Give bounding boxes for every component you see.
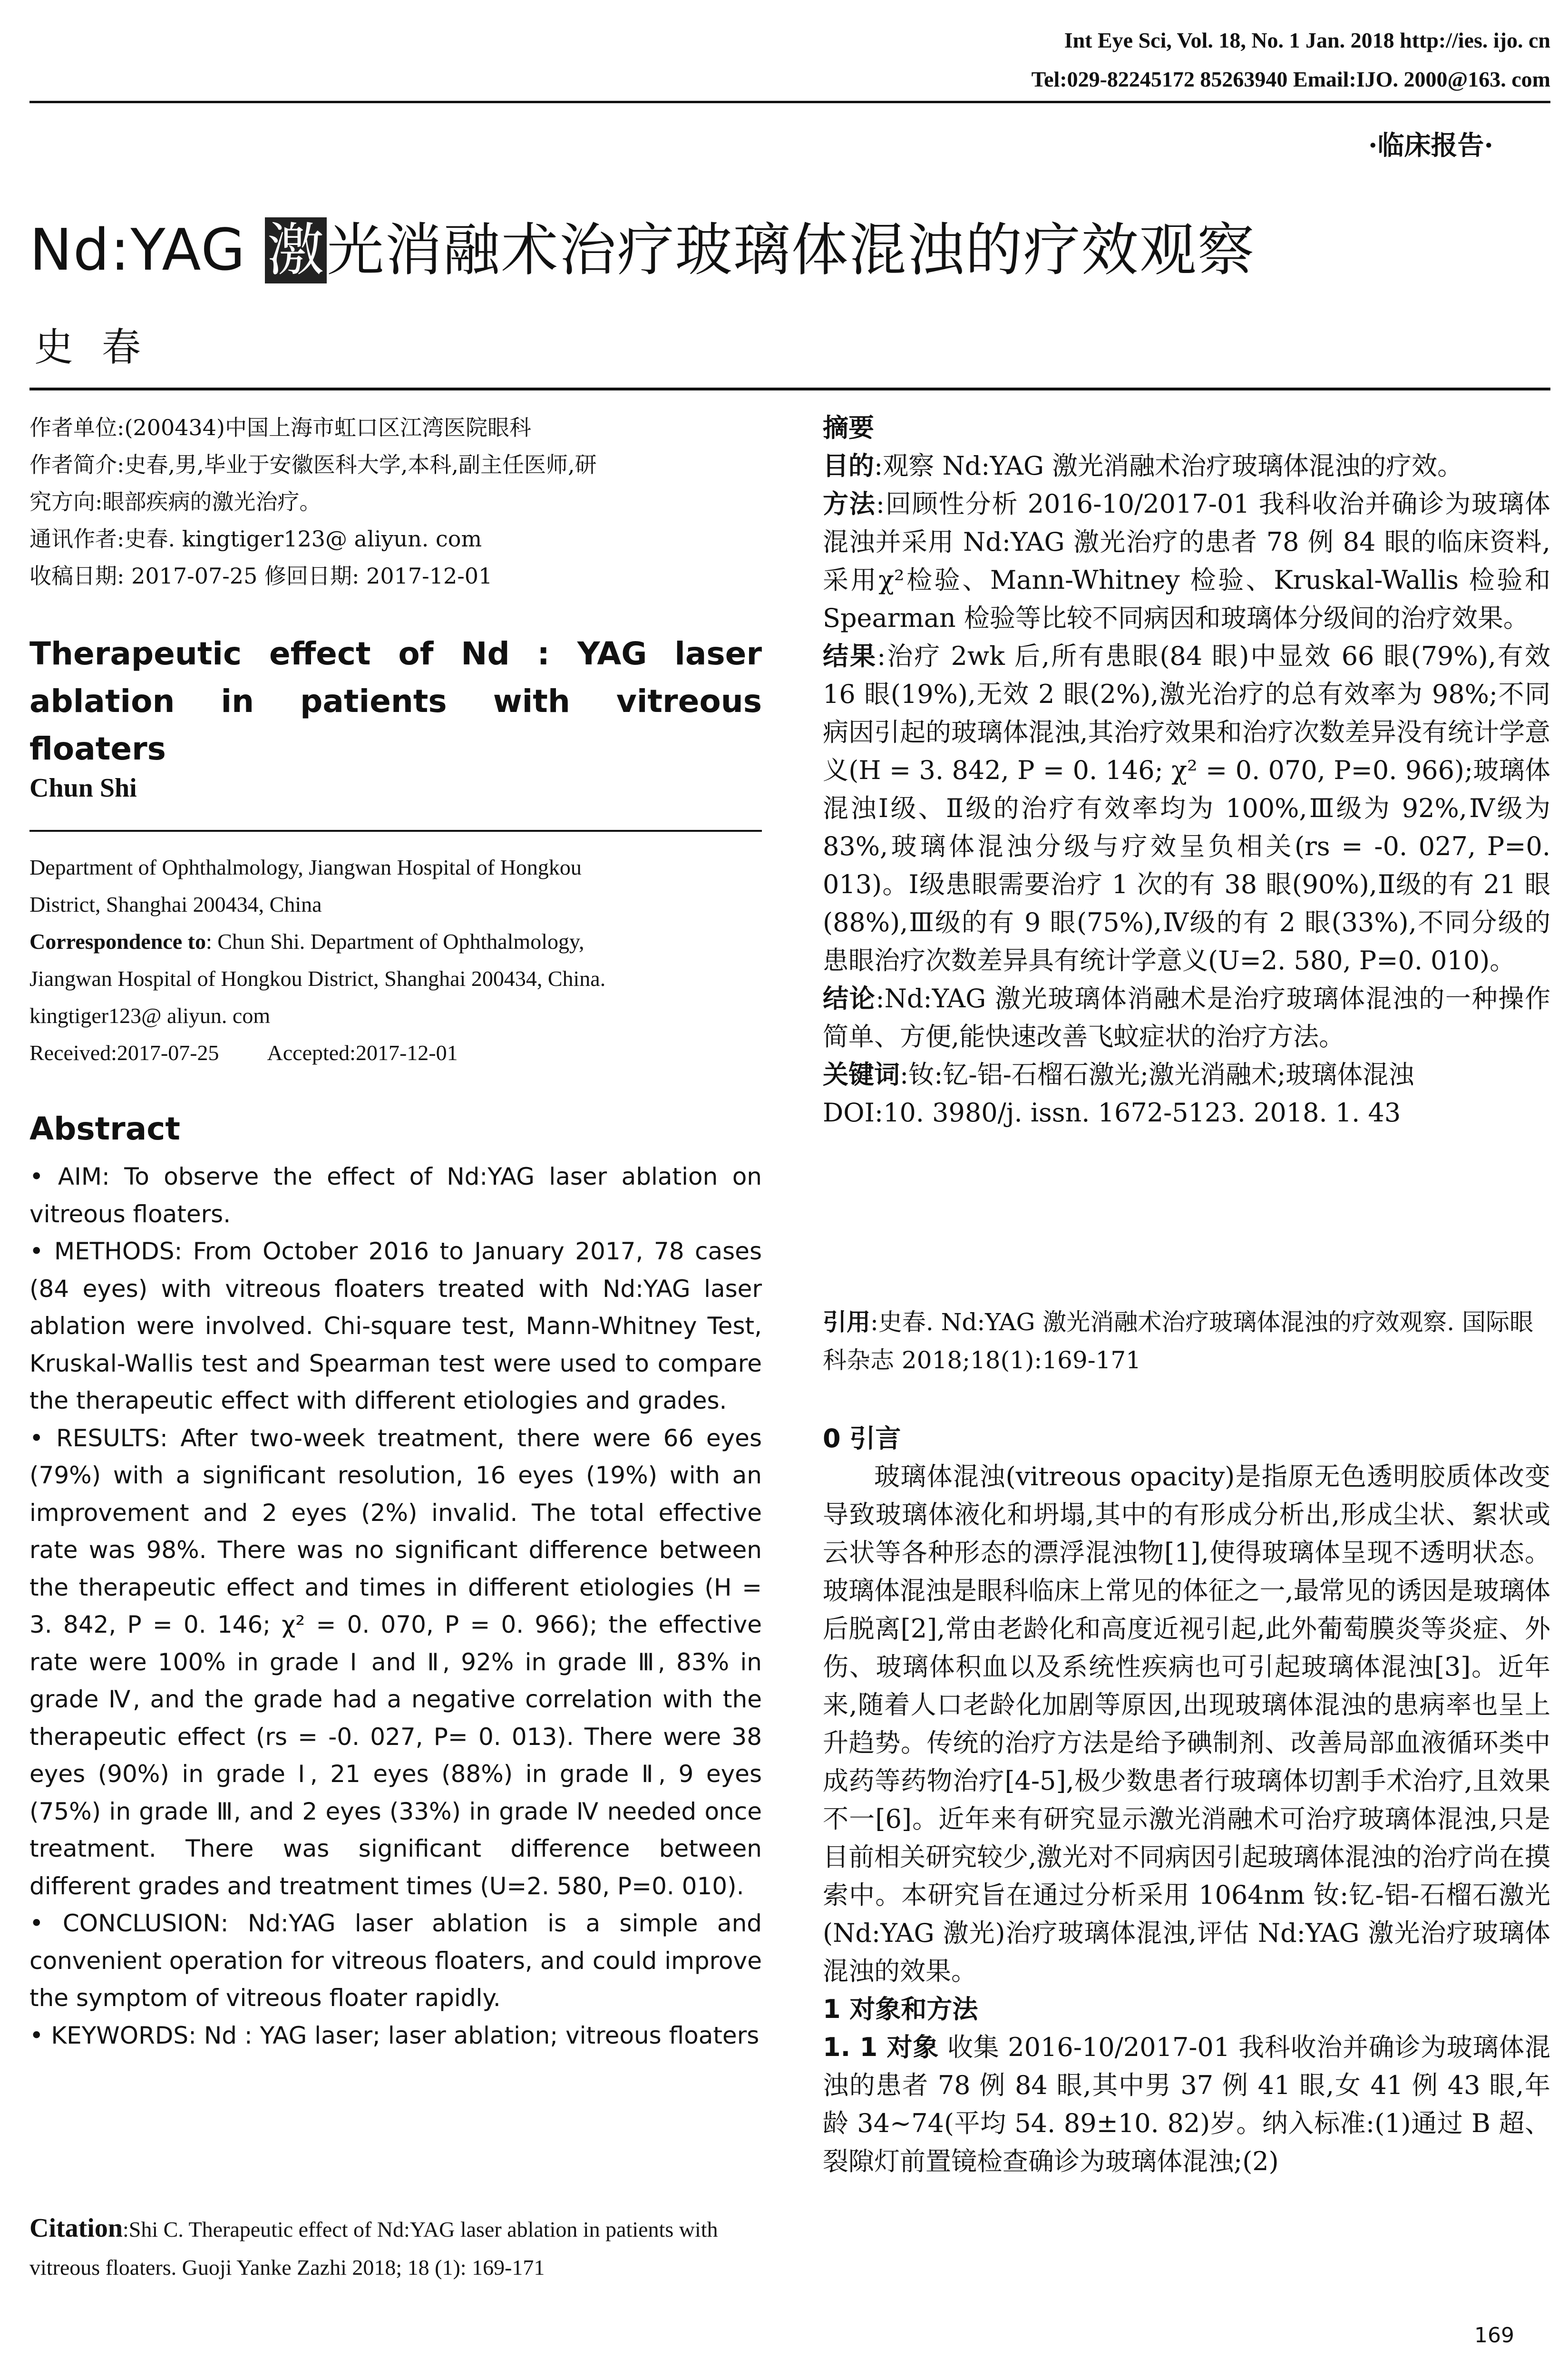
- methods-text: :回顾性分析 2016-10/2017-01 我科收治并确诊为玻璃体混浊并采用 Nd:YAG 激光治疗的患者 78 例 84 眼的临床资料,采用χ²检验、Mann-Whitney 检验、Kruskal-Wallis 检验和 Spearman 检验等比较不同病因和玻璃体分级间的治疗效果。: [823, 489, 1550, 633]
- conclusion-label: 结论: [823, 984, 876, 1013]
- abstract-cn-conclusion: [823, 980, 1550, 1056]
- journal-header-line1: Int Eye Sci, Vol. 18, No. 1 Jan. 2018 http://ies. ijo. cn: [1064, 28, 1550, 52]
- correspondence-email: kingtiger123@ aliyun. com: [29, 1003, 271, 1028]
- meta-line: 究方向:眼部疾病的激光治疗。: [29, 489, 321, 515]
- meta-line: 作者简介:史春,男,毕业于安徽医科大学,本科,副主任医师,研: [29, 452, 597, 477]
- abstract-cn: [823, 409, 1550, 1132]
- author-meta-block: [29, 409, 762, 594]
- correspondence-line: [29, 923, 762, 960]
- abstract-heading: Abstract: [29, 1111, 180, 1147]
- author-name-cn: 史春: [34, 325, 170, 370]
- citation-label: Citation: [29, 2213, 123, 2243]
- meta-line: 通讯作者:史春. kingtiger123@ aliyun. com: [29, 526, 482, 552]
- abstract-methods: • METHODS: From October 2016 to January 2017, 78 cases (84 eyes) with vitreous floaters treated with Nd:YAG laser ablation were involved. Chi-square test, Mann-Whitney Test, Kruskal-Wallis test and Spearman test were used to compare the therapeutic effect with different etiologies and grades.: [29, 1237, 762, 1414]
- introduction-section: [823, 1420, 1550, 2181]
- subsection-text: 收集 2016-10/2017-01 我科收治并确诊为玻璃体混浊的患者 78 例 84 眼,其中男 37 例 41 眼,女 41 例 43 眼,年龄 34~74(平均 54. 89±10. 82)岁。纳入标准:(1)通过 B 超、裂隙灯前置镜检查确诊为玻璃体混浊;(2): [823, 2032, 1550, 2176]
- subsection-paragraph: [823, 2028, 1550, 2181]
- affiliation-line: Department of Ophthalmology, Jiangwan Hospital of Hongkou: [29, 855, 582, 879]
- author-rule: [29, 830, 762, 832]
- citation-text: :Shi C. Therapeutic effect of Nd:YAG laser ablation in patients with vitreous floaters. Guoji Yanke Zazhi 2018; 18 (1): 169-171: [29, 2217, 718, 2280]
- keywords-label: 关键词: [823, 1060, 900, 1090]
- methods-label: 方法: [823, 489, 876, 519]
- keywords-text: :钕:钇-铝-石榴石激光;激光消融术;玻璃体混浊: [900, 1060, 1414, 1090]
- abstract-keywords: • KEYWORDS: Nd : YAG laser; laser ablation; vitreous floaters: [29, 2021, 760, 2049]
- author-name-en: Chun Shi: [29, 773, 137, 803]
- abstract-cn-aim: [823, 447, 1550, 485]
- abstract-cn-keywords: [823, 1056, 1550, 1094]
- title-rule: [29, 388, 1550, 390]
- journal-header-line2: Tel:029-82245172 85263940 Email:IJO. 2000@163. com: [1031, 67, 1550, 91]
- correspondence-line: Jiangwan Hospital of Hongkou District, Shanghai 200434, China.: [29, 966, 606, 991]
- page-number: 169: [1474, 2323, 1514, 2348]
- abstract-cn-heading: 摘要: [823, 413, 874, 443]
- title-part-1: Nd:YAG: [29, 217, 265, 283]
- affiliation-block: [29, 849, 762, 1072]
- article-title-en: Therapeutic effect of Nd : YAG laser ablation in patients with vitreous floaters: [29, 635, 762, 767]
- citation-cn-label: 引用: [823, 1308, 870, 1336]
- correspondence-text: : Chun Shi. Department of Ophthalmology,: [205, 929, 584, 954]
- results-text: :治疗 2wk 后,所有患眼(84 眼)中显效 66 眼(79%),有效 16 眼(19%),无效 2 眼(2%),激光治疗的总有效率为 98%;不同病因引起的玻璃体混浊,其治疗效果和治疗次数差异没有统计学意义(H = 3. 842, P = 0. 146; χ² = 0. 070, P=0. 966);玻璃体混浊Ⅰ级、Ⅱ级的治疗有效率均为 100%,Ⅲ级为 92%,Ⅳ级为 83%,玻璃体混浊分级与疗效呈负相关(rs = -0. 027, P=0. 013)。Ⅰ级患眼需要治疗 1 次的有 38 眼(90%),Ⅱ级的有 21 眼(88%),Ⅲ级的有 9 眼(75%),Ⅳ级的有 2 眼(33%),不同分级的患眼治疗次数差异具有统计学意义(U=2. 580, P=0. 010)。: [823, 641, 1551, 975]
- citation-en: [29, 2209, 762, 2287]
- affiliation-line: District, Shanghai 200434, China: [29, 892, 322, 916]
- abstract-conclusion: • CONCLUSION: Nd:YAG laser ablation is a simple and convenient operation for vitreous floaters, and could improve the symptom of vitreous floater rapidly.: [29, 1909, 762, 2012]
- section-heading: 1 对象和方法: [823, 1994, 978, 2024]
- correspondence-label: Correspondence to: [29, 929, 206, 954]
- title-part-2: 光消融术治疗玻璃体混浊的疗效观察: [327, 217, 1256, 283]
- conclusion-text: :Nd:YAG 激光玻璃体消融术是治疗玻璃体混浊的一种操作简单、方便,能快速改善飞蚊症状的治疗方法。: [823, 984, 1551, 1052]
- abstract-aim: • AIM: To observe the effect of Nd:YAG laser ablation on vitreous floaters.: [29, 1163, 762, 1228]
- results-label: 结果: [823, 641, 877, 671]
- abstract-cn-results: [823, 637, 1550, 980]
- doi: DOI:10. 3980/j. issn. 1672-5123. 2018. 1. 43: [823, 1098, 1401, 1128]
- meta-line: 作者单位:(200434)中国上海市虹口区江湾医院眼科: [29, 415, 531, 440]
- intro-paragraph: 玻璃体混浊(vitreous opacity)是指原无色透明胶质体改变导致玻璃体液化和坍塌,其中的有形成分析出,形成尘状、絮状或云状等各种形态的漂浮混浊物[1],使得玻璃体呈现不透明状态。玻璃体混浊是眼科临床上常见的体征之一,最常见的诱因是玻璃体后脱离[2],常由老龄化和高度近视引起,此外葡萄膜炎等炎症、外伤、玻璃体积血以及系统性疾病也可引起玻璃体混浊[3]。近年来,随着人口老龄化加剧等原因,出现玻璃体混浊的患病率也呈上升趋势。传统的治疗方法是给予碘制剂、改善局部血液循环类中成药等药物治疗[4-5],极少数患者行玻璃体切割手术治疗,且效果不一[6]。近年来有研究显示激光消融术可治疗玻璃体混浊,只是目前相关研究较少,激光对不同病因引起玻璃体混浊的治疗尚在摸索中。本研究旨在通过分析采用 1064nm 钕:钇-铝-石榴石激光(Nd:YAG 激光)治疗玻璃体混浊,评估 Nd:YAG 激光治疗玻璃体混浊的效果。: [823, 1461, 1550, 1986]
- abstract-body: [29, 1158, 762, 2054]
- section-heading: 0 引言: [823, 1423, 901, 1453]
- header-rule: [29, 101, 1550, 103]
- citation-cn-text: :史春. Nd:YAG 激光消融术治疗玻璃体混浊的疗效观察. 国际眼科杂志 2018;18(1):169-171: [823, 1308, 1534, 1374]
- title-highlighted-char: 激: [265, 217, 327, 283]
- article-title-cn: [29, 205, 1255, 286]
- received-accepted-dates: Received:2017-07-25 Accepted:2017-12-01: [29, 1041, 458, 1065]
- section-label: ·临床报告·: [1368, 130, 1493, 161]
- meta-line: 收稿日期: 2017-07-25 修回日期: 2017-12-01: [29, 563, 493, 589]
- subsection-label: 1. 1 对象: [823, 2032, 939, 2062]
- aim-label: 目的: [823, 451, 874, 481]
- aim-text: :观察 Nd:YAG 激光消融术治疗玻璃体混浊的疗效。: [874, 451, 1463, 481]
- abstract-cn-methods: [823, 485, 1550, 637]
- citation-cn: [823, 1303, 1550, 1379]
- abstract-results: • RESULTS: After two-week treatment, there were 66 eyes (79%) with a significant resolution, 16 eyes (19%) with an improvement and 2 eyes (2%) invalid. The total effective rate was 98%. There was no significant difference between the therapeutic effect and times in different etiologies (H = 3. 842, P = 0. 146; χ² = 0. 070, P = 0. 966); the effective rate were 100% in grade Ⅰ and Ⅱ, 92% in grade Ⅲ, 83% in grade Ⅳ, and the grade had a negative correlation with the therapeutic effect (rs = -0. 027, P= 0. 013). There were 38 eyes (90%) in grade Ⅰ, 21 eyes (88%) in grade Ⅱ, 9 eyes (75%) in grade Ⅲ, and 2 eyes (33%) in grade Ⅳ needed once treatment. There was significant difference between different grades and treatment times (U=2. 580, P=0. 010).: [29, 1424, 762, 1900]
